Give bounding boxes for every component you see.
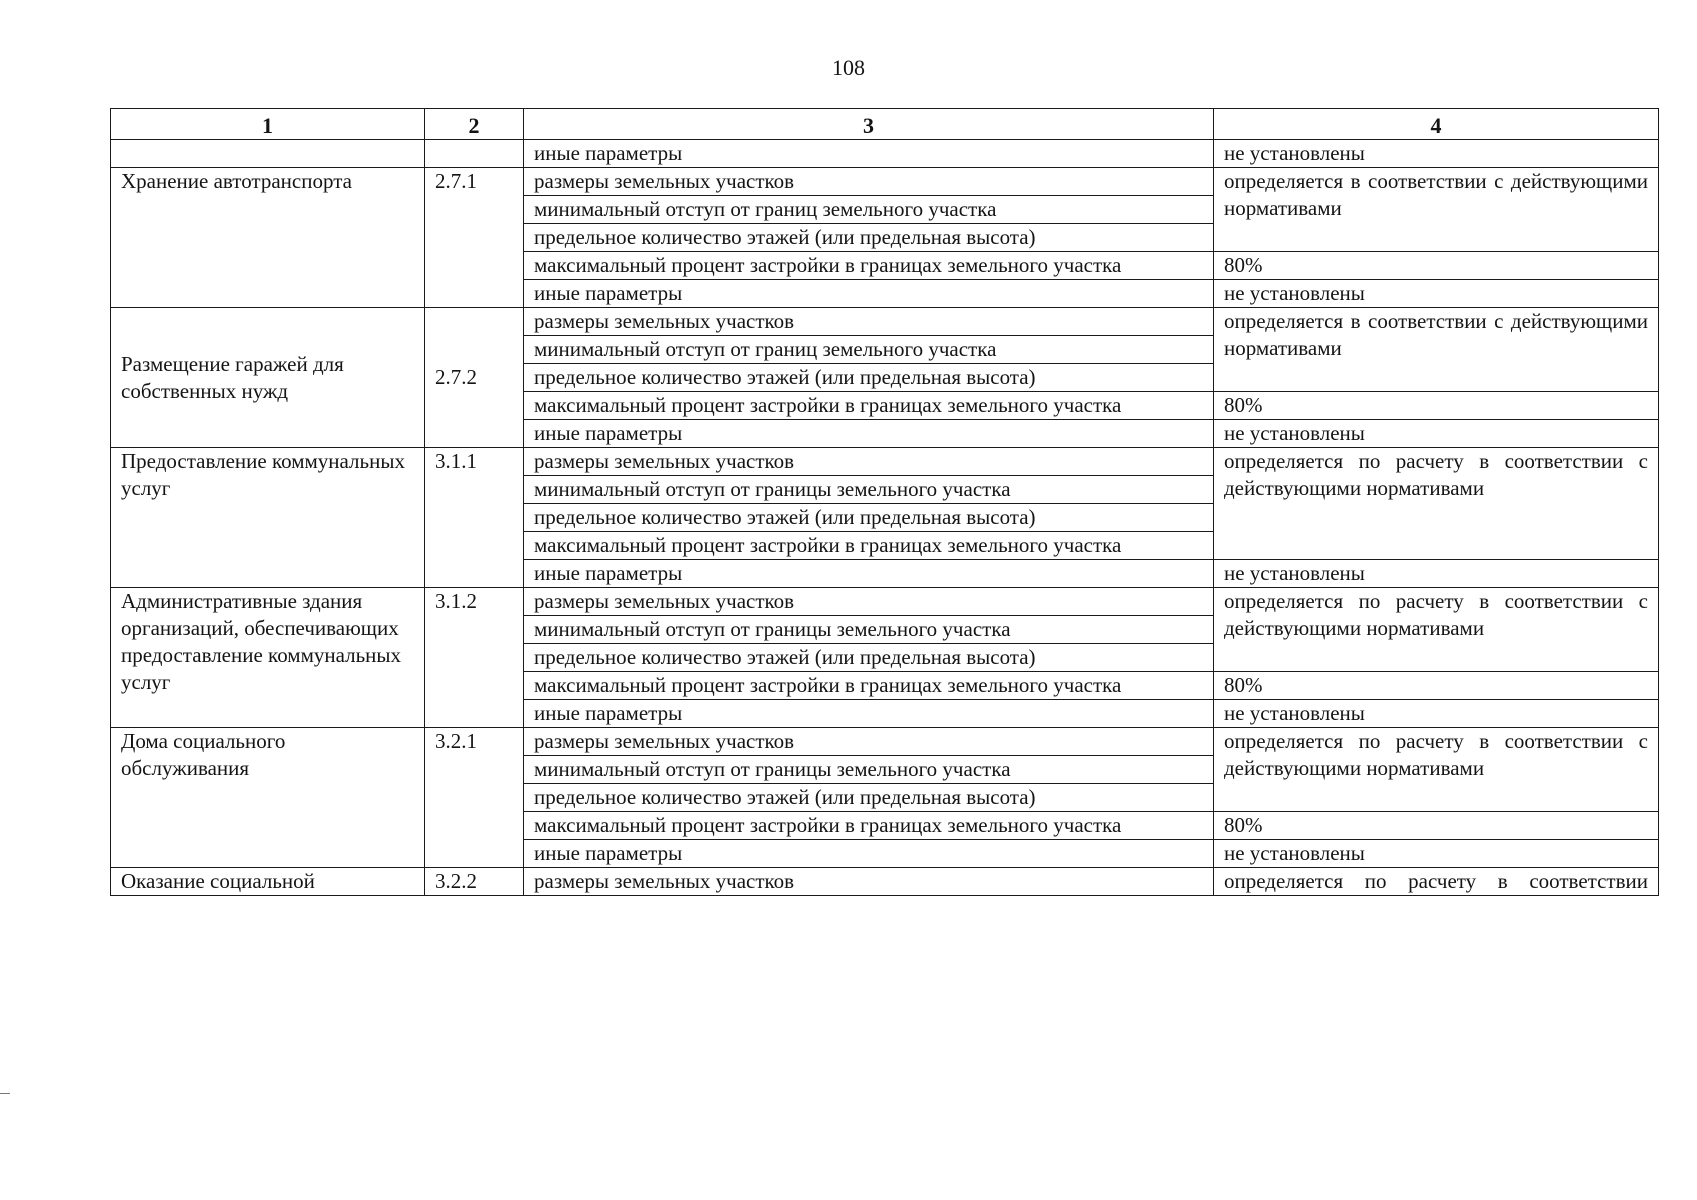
parameter-cell: минимальный отступ от границ земельного участка xyxy=(524,336,1214,364)
use-name-cell: Оказание социальной xyxy=(111,868,425,896)
parameter-cell: иные параметры xyxy=(524,280,1214,308)
parameter-cell: иные параметры xyxy=(524,560,1214,588)
use-code-cell: 3.1.2 xyxy=(425,588,524,728)
value-cell: не установлены xyxy=(1214,280,1659,308)
use-code-cell: 3.2.1 xyxy=(425,728,524,868)
parameter-cell: размеры земельных участков xyxy=(524,308,1214,336)
use-code-cell: 3.2.2 xyxy=(425,868,524,896)
table-row xyxy=(111,588,1659,616)
value-cell: 80% xyxy=(1214,252,1659,280)
parameter-cell: максимальный процент застройки в границах земельного участка xyxy=(524,532,1214,560)
column-header-3: 3 xyxy=(524,109,1214,140)
parameter-cell: минимальный отступ от границы земельного участка xyxy=(524,476,1214,504)
parameter-cell: иные параметры xyxy=(524,140,1214,168)
parameter-cell: иные параметры xyxy=(524,700,1214,728)
use-code-cell: 3.1.1 xyxy=(425,448,524,588)
table-row xyxy=(111,868,1659,896)
use-name-cell: Хранение автотранспорта xyxy=(111,168,425,308)
parameter-cell: размеры земельных участков xyxy=(524,588,1214,616)
regulations-table xyxy=(110,108,1659,896)
parameter-cell: минимальный отступ от границы земельного участка xyxy=(524,616,1214,644)
page-number: 108 xyxy=(832,55,865,80)
parameter-cell: предельное количество этажей (или предельная высота) xyxy=(524,644,1214,672)
use-name-cell: Дома социального обслуживания xyxy=(111,728,425,868)
value-cell: определяется по расчету в соответствии с действующими нормативами xyxy=(1214,448,1659,560)
parameter-cell: размеры земельных участков xyxy=(524,168,1214,196)
parameter-cell: максимальный процент застройки в границах земельного участка xyxy=(524,392,1214,420)
table-row xyxy=(111,308,1659,336)
use-name-cell xyxy=(111,140,425,168)
table-row xyxy=(111,448,1659,476)
table-row xyxy=(111,728,1659,756)
table-row xyxy=(111,140,1659,168)
value-cell: 80% xyxy=(1214,672,1659,700)
parameter-cell: размеры земельных участков xyxy=(524,448,1214,476)
table-header-row xyxy=(111,109,1659,140)
use-code-cell xyxy=(425,140,524,168)
parameter-cell: предельное количество этажей (или предельная высота) xyxy=(524,364,1214,392)
value-cell: не установлены xyxy=(1214,420,1659,448)
value-cell: 80% xyxy=(1214,392,1659,420)
use-name-cell: Размещение гаражей для собственных нужд xyxy=(111,308,425,448)
value-cell: не установлены xyxy=(1214,560,1659,588)
table-row xyxy=(111,168,1659,196)
parameter-cell: размеры земельных участков xyxy=(524,728,1214,756)
value-cell: не установлены xyxy=(1214,140,1659,168)
parameter-cell: предельное количество этажей (или предельная высота) xyxy=(524,504,1214,532)
value-cell: 80% xyxy=(1214,812,1659,840)
value-cell: определяется в соответствии с действующими нормативами xyxy=(1214,168,1659,252)
use-name-cell: Административные здания организаций, обеспечивающих предоставление коммунальных услуг xyxy=(111,588,425,728)
column-header-2: 2 xyxy=(425,109,524,140)
parameter-cell: максимальный процент застройки в границах земельного участка xyxy=(524,672,1214,700)
use-code-cell: 2.7.2 xyxy=(425,308,524,448)
parameter-cell: иные параметры xyxy=(524,420,1214,448)
parameter-cell: максимальный процент застройки в границах земельного участка xyxy=(524,252,1214,280)
value-cell: определяется в соответствии с действующими нормативами xyxy=(1214,308,1659,392)
value-cell: не установлены xyxy=(1214,840,1659,868)
use-code-cell: 2.7.1 xyxy=(425,168,524,308)
value-cell: определяется по расчету в соответствии xyxy=(1214,868,1659,896)
column-header-1: 1 xyxy=(111,109,425,140)
parameter-cell: минимальный отступ от границ земельного участка xyxy=(524,196,1214,224)
parameter-cell: предельное количество этажей (или предельная высота) xyxy=(524,224,1214,252)
parameter-cell: предельное количество этажей (или предельная высота) xyxy=(524,784,1214,812)
margin-mark xyxy=(0,1093,10,1094)
parameter-cell: иные параметры xyxy=(524,840,1214,868)
value-cell: определяется по расчету в соответствии с действующими нормативами xyxy=(1214,728,1659,812)
parameter-cell: минимальный отступ от границы земельного участка xyxy=(524,756,1214,784)
column-header-4: 4 xyxy=(1214,109,1659,140)
parameter-cell: максимальный процент застройки в границах земельного участка xyxy=(524,812,1214,840)
value-cell: определяется по расчету в соответствии с действующими нормативами xyxy=(1214,588,1659,672)
use-name-cell: Предоставление коммунальных услуг xyxy=(111,448,425,588)
value-cell: не установлены xyxy=(1214,700,1659,728)
parameter-cell: размеры земельных участков xyxy=(524,868,1214,896)
